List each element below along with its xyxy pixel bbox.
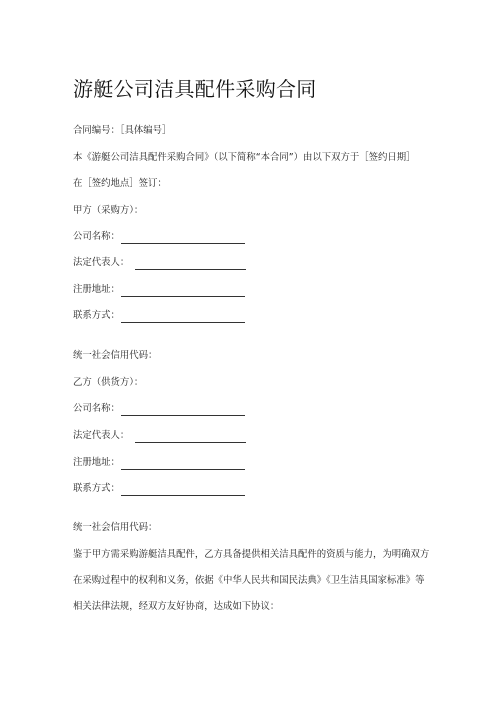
party-b-address-blank[interactable] xyxy=(121,460,245,470)
party-a-legal-rep-field xyxy=(73,256,246,270)
party-b-legal-rep-field xyxy=(73,429,246,443)
party-a-company-name-field xyxy=(73,230,245,244)
party-b-address-field xyxy=(73,456,245,470)
party-b-heading: 乙方（供货方）： xyxy=(73,377,144,388)
party-b-credit-code: 统一社会信用代码： xyxy=(73,522,158,533)
closing-line-2: 在采购过程中的权利和义务，依据《中华人民共和国民法典》《卫生洁具国家标准》等 xyxy=(73,575,425,586)
party-b-legal-rep-blank[interactable] xyxy=(135,433,246,443)
preamble-line-2: 在［签约地点］签订： xyxy=(73,178,167,189)
party-a-address-field xyxy=(73,283,245,297)
party-b-company-name-field xyxy=(73,402,245,416)
party-a-contact-label: 联系方式： xyxy=(73,310,120,321)
party-b-legal-rep-label: 法定代表人： xyxy=(73,430,130,441)
party-b-address-label: 注册地址： xyxy=(73,457,120,468)
document-title: 游艇公司洁具配件采购合同 xyxy=(73,77,317,101)
party-a-heading: 甲方（采购方）： xyxy=(73,205,144,216)
party-b-company-name-blank[interactable] xyxy=(121,406,245,416)
contract-number: 合同编号：［具体编号］ xyxy=(73,125,172,136)
party-a-company-name-blank[interactable] xyxy=(121,234,245,244)
party-a-address-blank[interactable] xyxy=(121,287,245,297)
party-a-contact-field xyxy=(73,309,245,323)
party-b-contact-blank[interactable] xyxy=(121,486,245,496)
closing-line-3: 相关法律法规，经双方友好协商，达成如下协议： xyxy=(73,601,280,612)
party-a-contact-blank[interactable] xyxy=(121,313,245,323)
party-a-credit-code: 统一社会信用代码： xyxy=(73,350,158,361)
party-a-legal-rep-blank[interactable] xyxy=(135,260,246,270)
party-b-contact-field xyxy=(73,482,245,496)
party-a-company-name-label: 公司名称： xyxy=(73,231,120,242)
party-b-company-name-label: 公司名称： xyxy=(73,403,120,414)
party-a-address-label: 注册地址： xyxy=(73,284,120,295)
closing-line-1: 鉴于甲方需采购游艇洁具配件，乙方具备提供相关洁具配件的资质与能力，为明确双方 xyxy=(73,549,430,560)
party-a-legal-rep-label: 法定代表人： xyxy=(73,257,130,268)
preamble-line-1: 本《游艇公司洁具配件采购合同》（以下简称“本合同”）由以下双方于［签约日期］ xyxy=(73,152,416,163)
party-b-contact-label: 联系方式： xyxy=(73,483,120,494)
